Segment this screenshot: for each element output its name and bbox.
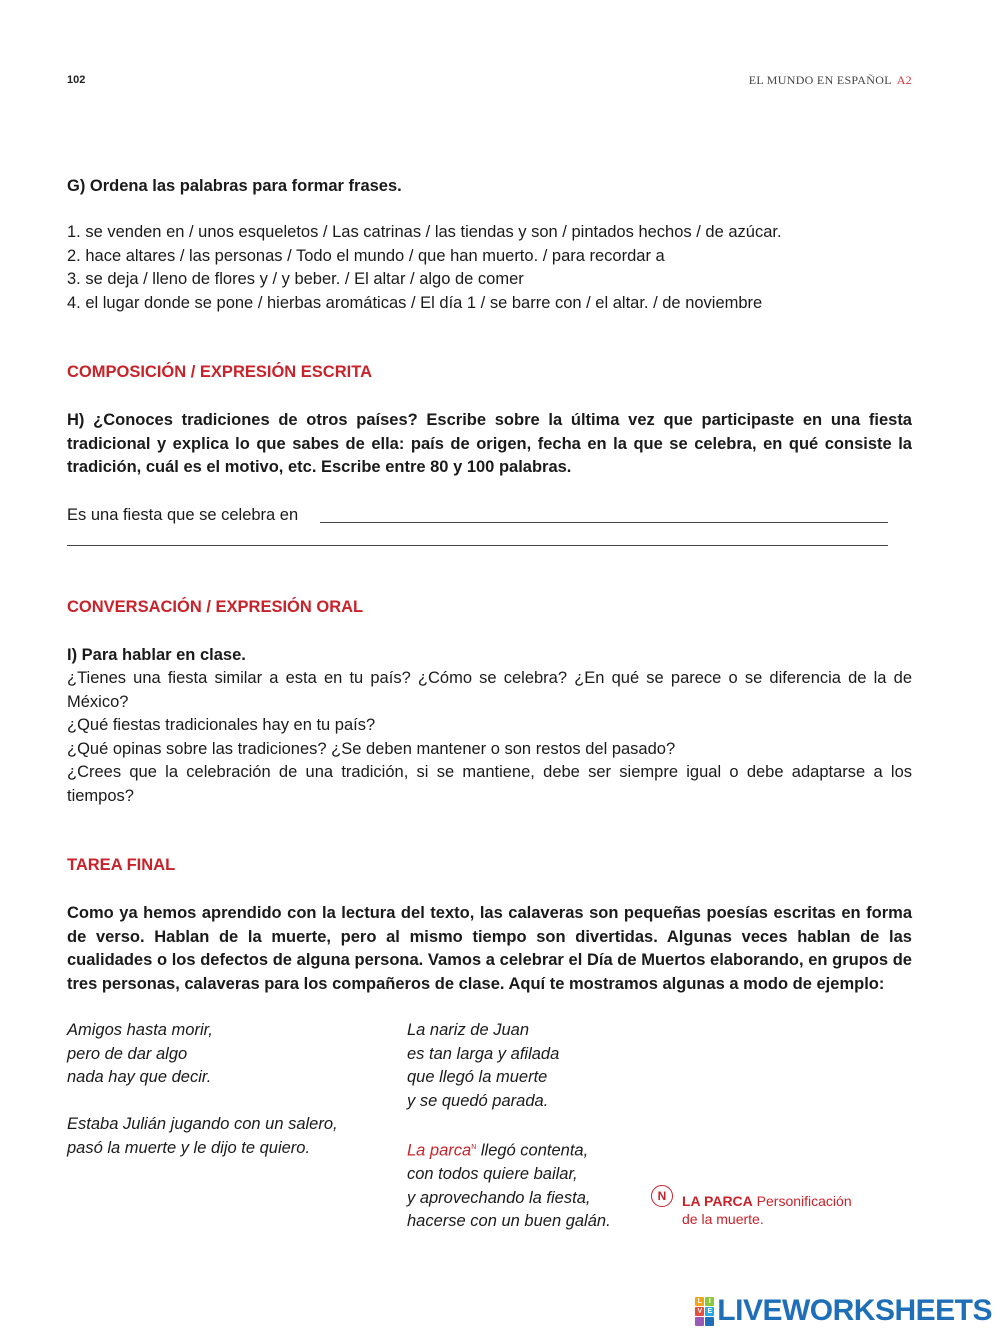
conversacion-heading: CONVERSACIÓN / EXPRESIÓN ORAL bbox=[67, 598, 364, 616]
poem-line: pero de dar algo bbox=[67, 1044, 188, 1063]
side-note bbox=[682, 1192, 872, 1228]
book-level: A2 bbox=[896, 73, 912, 87]
poem-line: La nariz de Juan bbox=[407, 1021, 530, 1039]
list-item: 3. se deja / lleno de flores y / y beber. / El altar / algo de comer bbox=[67, 270, 524, 288]
poem-line: pasó la muerte y le dijo te quiero. bbox=[67, 1138, 311, 1157]
answer-start-text: Es una fiesta que se celebra en bbox=[67, 506, 299, 524]
poem-line: que llegó la muerte bbox=[407, 1068, 548, 1086]
conversacion-questions bbox=[67, 667, 912, 808]
question-item: ¿Crees que la celebración de una tradición, si se mantiene, debe ser siempre igual o debe adaptarse a los tiempos? bbox=[67, 763, 912, 805]
tarea-final-heading: TAREA FINAL bbox=[67, 856, 176, 874]
note-badge-icon: N bbox=[651, 1185, 673, 1207]
conversacion-subtitle: I) Para hablar en clase. bbox=[67, 646, 246, 664]
logo-block: I bbox=[705, 1297, 714, 1306]
poem-right-1 bbox=[407, 1019, 559, 1113]
note-line-1 bbox=[682, 1192, 872, 1210]
poem-left-2 bbox=[67, 1113, 338, 1160]
poem-left-1 bbox=[67, 1019, 213, 1090]
tarea-final-intro: Como ya hemos aprendido con la lectura del texto, las calaveras son pequeñas poesías escritas en forma de verso. Hablan de la muerte, pero al mismo tiempo son divertidas. Algunas veces hablan de las cualidades o los defectos de alguna persona. Vamos a celebrar el Día de Muertos elaborando, en grupos de tres personas, calaveras para los compañeros de clase. Aquí te mostramos algunas a modo de ejemplo: bbox=[67, 904, 912, 993]
answer-line-1[interactable] bbox=[320, 522, 888, 523]
note-marker: N bbox=[471, 1144, 477, 1151]
poem-line: es tan larga y afilada bbox=[407, 1044, 560, 1063]
note-term: LA PARCA bbox=[682, 1193, 753, 1209]
parca-rest: llegó contenta, bbox=[476, 1141, 589, 1160]
poem-line-parca bbox=[407, 1136, 611, 1163]
logo-block bbox=[705, 1317, 714, 1326]
list-item: 2. hace altares / las personas / Todo el mundo / que han muerto. / para recordar a bbox=[67, 246, 665, 265]
page-number: 102 bbox=[67, 74, 86, 86]
book-title-text: EL MUNDO EN ESPAÑOL bbox=[748, 73, 892, 87]
liveworksheets-logo bbox=[695, 1296, 992, 1326]
logo-blocks-icon bbox=[695, 1297, 714, 1326]
poem-line: nada hay que decir. bbox=[67, 1068, 212, 1086]
list-item: 4. el lugar donde se pone / hierbas aromáticas / El día 1 / se barre con / el altar. / de noviembre bbox=[67, 293, 763, 312]
parca-highlight: La parca bbox=[407, 1141, 472, 1160]
poem-line: Amigos hasta morir, bbox=[67, 1021, 213, 1039]
logo-block: V bbox=[695, 1307, 704, 1316]
section-g-title: G) Ordena las palabras para formar frases. bbox=[67, 177, 402, 195]
poem-line: con todos quiere bailar, bbox=[407, 1165, 578, 1183]
book-title bbox=[749, 73, 912, 88]
logo-wordmark: LIVEWORKSHEETS bbox=[717, 1294, 992, 1327]
composicion-heading: COMPOSICIÓN / EXPRESIÓN ESCRITA bbox=[67, 363, 372, 381]
composicion-prompt: H) ¿Conoces tradiciones de otros países? Escribe sobre la última vez que participaste en una fiesta tradicional y explica lo que sabes de ella: país de origen, fecha en la que se celebra, en qué consiste la tradición, cuál es el motivo, etc. Escribe entre 80 y 100 palabras. bbox=[67, 411, 912, 476]
poem-line: y se quedó parada. bbox=[407, 1091, 549, 1110]
question-item: ¿Qué fiestas tradicionales hay en tu país? bbox=[67, 716, 376, 734]
section-g-list bbox=[67, 221, 937, 315]
question-item: ¿Tienes una fiesta similar a esta en tu país? ¿Cómo se celebra? ¿En qué se parece o se diferencia de la de México? bbox=[67, 669, 912, 711]
poem-right-2 bbox=[407, 1136, 611, 1234]
question-item: ¿Qué opinas sobre las tradiciones? ¿Se deben mantener o son restos del pasado? bbox=[67, 739, 676, 758]
poem-line: y aprovechando la fiesta, bbox=[407, 1188, 591, 1207]
logo-block: E bbox=[705, 1307, 714, 1316]
poem-line: Estaba Julián jugando con un salero, bbox=[67, 1115, 338, 1133]
logo-block: L bbox=[695, 1297, 704, 1306]
answer-line-2[interactable] bbox=[67, 545, 888, 546]
note-definition-2: de la muerte. bbox=[682, 1211, 764, 1227]
logo-block bbox=[695, 1317, 704, 1326]
note-definition-1: Personificación bbox=[756, 1193, 852, 1209]
list-item: 1. se venden en / unos esqueletos / Las catrinas / las tiendas y son / pintados hechos / de azúcar. bbox=[67, 223, 782, 241]
poem-line: hacerse con un buen galán. bbox=[407, 1212, 611, 1230]
